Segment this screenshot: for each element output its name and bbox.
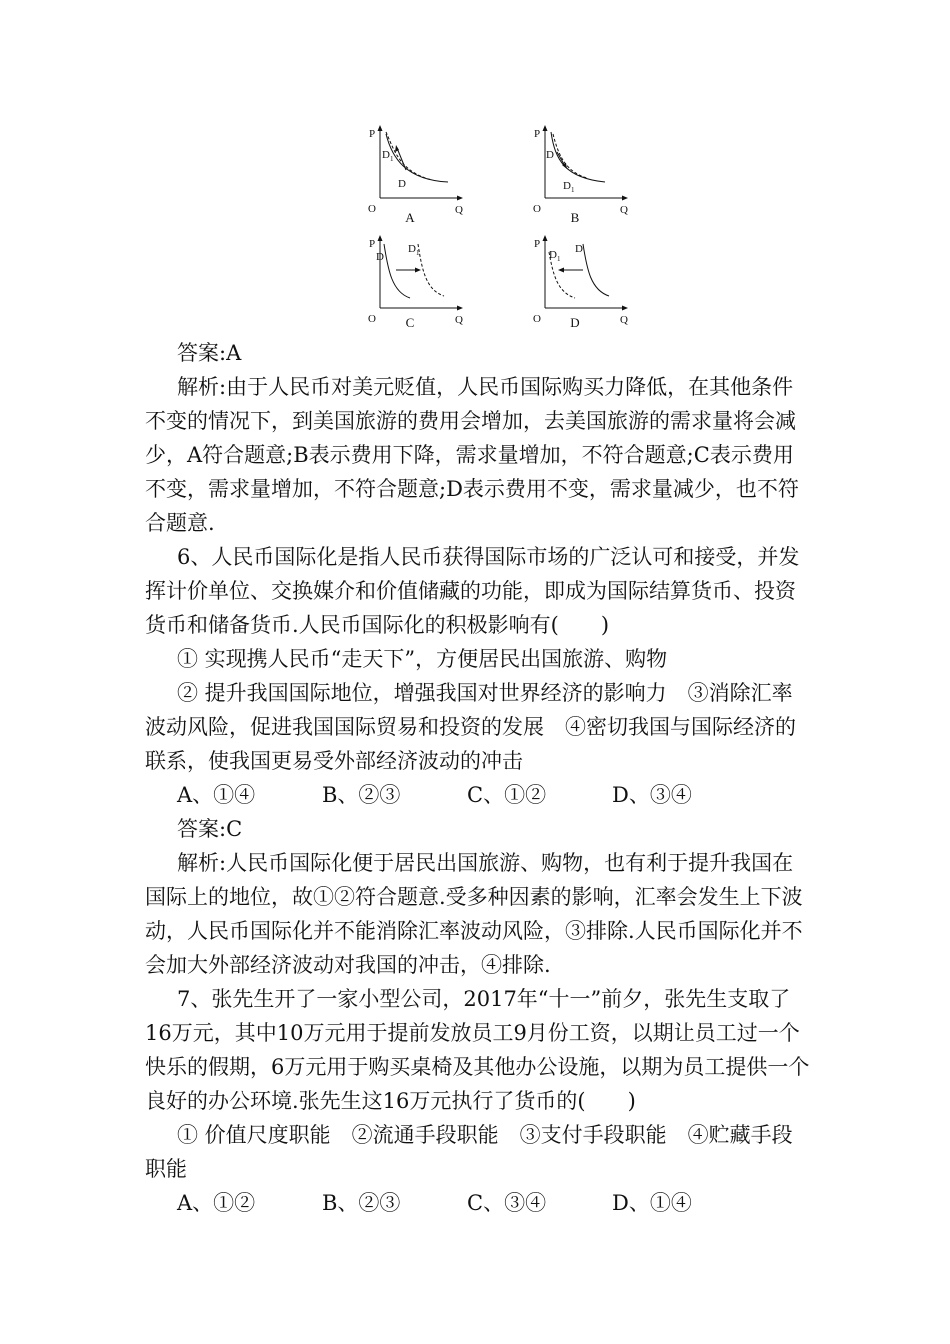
figure-c-axis-p: P (369, 238, 376, 250)
figure-b (525, 120, 628, 225)
figure-d-graph (525, 230, 628, 326)
q7-items: ① 价值尺度职能 ②流通手段职能 ③支付手段职能 ④贮藏手段职能 (145, 1123, 793, 1181)
figure-d-axis-q: Q (620, 314, 628, 326)
figure-a-label-d1: D (382, 149, 390, 161)
q6-analysis: 解析:人民币国际化便于居民出国旅游、购物，也有利于提升我国在国际上的地位，故①②符合题意.受多种因素的影响，汇率会发生上下波动，人民币国际化并不能消除汇率波动风险，③排除.人民币国际化并不会加大外部经济波动对我国的冲击，④排除. (145, 851, 803, 977)
figure-c-axis-q: Q (455, 314, 463, 326)
figure-d-caption: D (570, 315, 580, 330)
figure-d-label-d: D (575, 243, 583, 255)
figure-b-axis-p: P (534, 128, 541, 140)
figure-d-axis-p: P (534, 238, 541, 250)
q7-option-a: A、①② (177, 1191, 256, 1215)
figure-d (525, 230, 628, 330)
figure-c (360, 230, 463, 330)
figure-b-caption: B (570, 210, 580, 225)
figure-a-origin: O (368, 203, 376, 215)
document-body (145, 336, 810, 1220)
demand-curve-figures (360, 120, 630, 330)
figure-a-label-d: D (398, 178, 406, 190)
figure-b-origin: O (533, 203, 541, 215)
q6-option-b: B、②③ (322, 783, 401, 807)
q7-stem: 7、张先生开了一家小型公司，2017年“十一”前夕，张先生支取了16万元，其中10万元用于提前发放员工9月份工资，以期让员工过一个快乐的假期，6万元用于购买桌椅及其他办公设施，以期为员工提供一个良好的办公环境.张先生这16万元执行了货币的( ) (145, 987, 810, 1113)
q6-item-2: ② 提升我国国际地位，增强我国对世界经济的影响力 ③消除汇率波动风险，促进我国国际贸易和投资的发展 ④密切我国与国际经济的联系，使我国更易受外部经济波动的冲击 (145, 681, 796, 773)
figure-d-origin: O (533, 313, 541, 325)
q6-item-1: ① 实现携人民币“走天下”，方便居民出国旅游、购物 (177, 647, 668, 671)
figure-a (360, 120, 463, 225)
figure-b-label-sub: 1 (571, 186, 575, 194)
q7-option-d: D、①④ (612, 1191, 692, 1215)
q6-option-a: A、①④ (177, 783, 256, 807)
figure-b-graph (525, 120, 628, 216)
figure-c-caption: C (405, 315, 415, 330)
figure-a-axis-q: Q (455, 204, 463, 216)
figure-c-origin: O (368, 313, 376, 325)
figure-a-caption: A (405, 210, 415, 225)
q7-options (145, 1186, 810, 1220)
figure-a-graph (360, 120, 463, 216)
figure-b-label-d: D (546, 149, 554, 161)
figure-c-label-d1: D (408, 243, 416, 255)
figure-c-label-d: D (376, 251, 384, 263)
figure-a-axis-p: P (369, 128, 376, 140)
q7-option-b: B、②③ (322, 1191, 401, 1215)
figure-c-label-sub: 1 (416, 249, 420, 257)
q6-stem: 6、人民币国际化是指人民币获得国际市场的广泛认可和接受，并发挥计价单位、交换媒介和价值储藏的功能，即成为国际结算货币、投资货币和储备货币.人民币国际化的积极影响有( ) (145, 545, 800, 637)
figure-a-label-sub: 1 (390, 155, 394, 163)
figure-d-label-d1: D (549, 249, 557, 261)
q6-answer: 答案:C (177, 817, 243, 841)
q7-option-c: C、③④ (467, 1191, 547, 1215)
q6-options (145, 778, 810, 812)
q5-answer: 答案:A (177, 341, 242, 365)
figure-d-label-sub: 1 (557, 255, 561, 263)
figure-b-axis-q: Q (620, 204, 628, 216)
q5-analysis: 解析:由于人民币对美元贬值，人民币国际购买力降低，在其他条件不变的情况下，到美国旅游的费用会增加，去美国旅游的需求量将会减少，A符合题意;B表示费用下降，需求量增加，不符合题意;C表示费用不变，需求量增加，不符合题意;D表示费用不变，需求量减少，也不符合题意. (145, 375, 799, 535)
figure-c-graph (360, 230, 463, 326)
figure-b-label-d1: D (563, 180, 571, 192)
q6-option-c: C、①② (467, 783, 547, 807)
q6-option-d: D、③④ (612, 783, 692, 807)
